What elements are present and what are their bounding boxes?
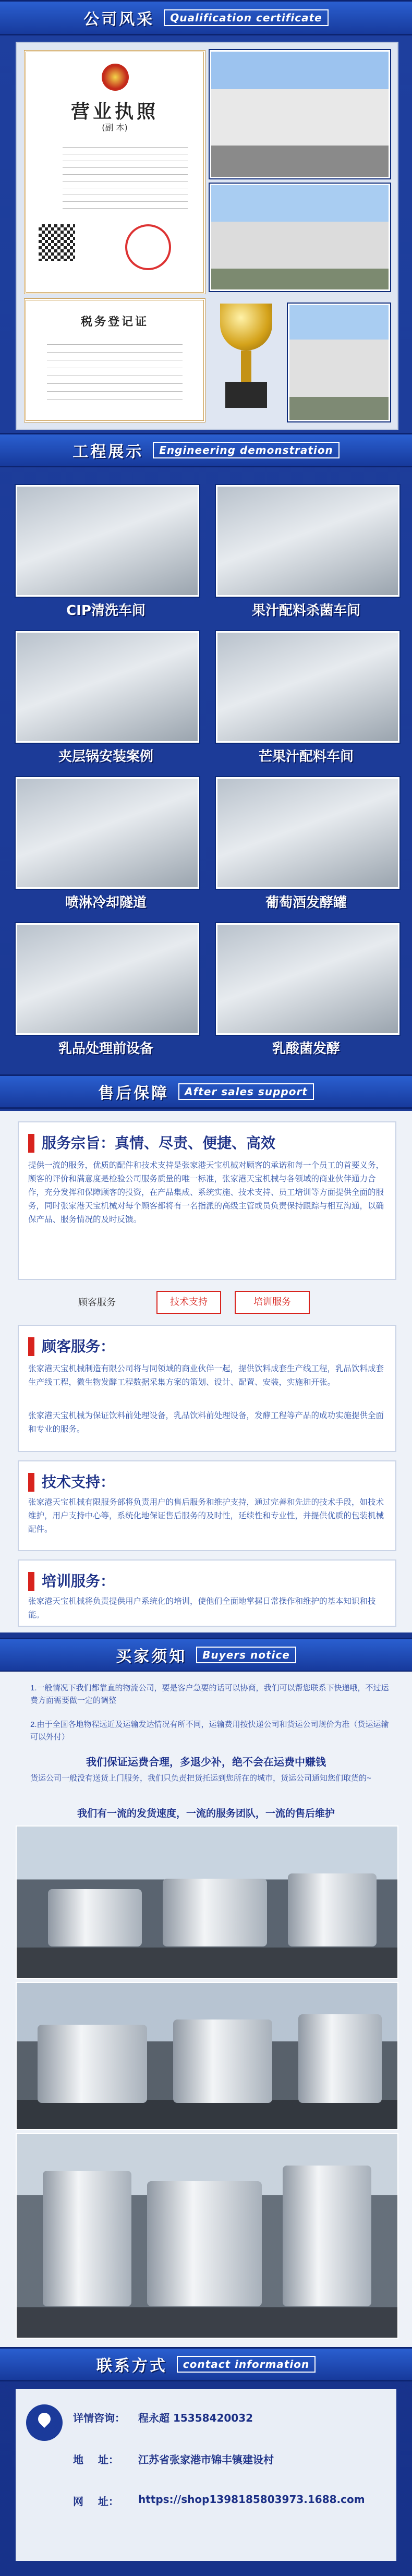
tank-image	[283, 2166, 371, 2306]
contact-title-en: contact information	[177, 2356, 316, 2373]
factory-building-photo-1	[210, 50, 390, 178]
phone-label: 详情咨询：	[73, 2412, 125, 2424]
tech-support-body: 张家港天宝机械有限服务部将负责用户的售后服务和维护支持，通过完善和先进的技术手段，如技术维护，用户支持中心等，系统化地保证售后服务的及时性，延续性和专业性，并提供优质的包装机械配件。	[28, 1498, 384, 1534]
tax-registration-image	[24, 298, 205, 422]
engineering-title-cn: 工程展示	[72, 443, 144, 461]
license-subtitle: (副 本)	[102, 123, 128, 132]
notice-title-en: Buyers notice	[196, 1647, 296, 1663]
title-bar-icon	[28, 1572, 34, 1591]
cip-cleaning-photo	[16, 485, 199, 597]
juice-sterilization-caption: 果汁配料杀菌车间	[251, 603, 360, 619]
engineering-banner	[0, 433, 412, 467]
qr-code-icon	[39, 224, 75, 261]
emblem-icon	[102, 64, 129, 91]
juice-sterilization-photo	[216, 485, 399, 597]
notice-banner	[0, 1638, 412, 1672]
address-value: 江苏省张家港市锦丰镇建设村	[138, 2453, 274, 2466]
tank-image	[163, 1879, 267, 1946]
notice-promise: 我们保证运费合理，多退少补，绝不会在运费中赚钱	[86, 1756, 326, 1768]
jacketed-kettle-photo	[16, 631, 199, 743]
title-bar-icon	[28, 1337, 34, 1356]
tank-image	[43, 2171, 131, 2306]
dairy-pretreatment-photo	[16, 923, 199, 1035]
tab-customer-service[interactable]: 顾客服务	[78, 1297, 116, 1308]
license-title: 营业执照	[70, 101, 159, 123]
contact-banner	[0, 2347, 412, 2381]
after-sales-title-cn: 售后保障	[98, 1084, 169, 1103]
spray-cooling-photo	[16, 777, 199, 889]
tax-title: 税务登记证	[80, 316, 149, 329]
training-body: 张家港天宝机械将负责提供用户系统化的培训，使他们全面地掌握日常操作和维护的基本知识和技能。	[28, 1597, 376, 1619]
spray-cooling-caption: 喷淋冷却隧道	[65, 895, 147, 911]
mango-juice-photo	[216, 631, 399, 743]
shipping-photo-1	[16, 1825, 398, 1979]
service-tabs	[78, 1291, 339, 1314]
tax-lines	[47, 337, 183, 405]
qualification-banner	[0, 0, 412, 35]
cip-cleaning-caption: CIP清洗车间	[66, 603, 146, 619]
after-sales-title-en: After sales support	[178, 1083, 314, 1100]
phone-value[interactable]: 程永超 15358420032	[138, 2412, 253, 2424]
lactic-fermentation-photo	[216, 923, 399, 1035]
tank-image	[298, 2014, 382, 2103]
customer-service-body-1: 张家港天宝机械制造有限公司将与同领域的商业伙伴一起，提供饮料成套生产线工程，乳品饮料成套生产线工程，微生物发酵工程数据采集方案的策划、设计、配置、安装，实施和开张。	[28, 1364, 384, 1387]
business-license-image	[24, 50, 205, 294]
customer-service-box	[18, 1325, 396, 1452]
web-link[interactable]: https://shop1398185803973.1688.com	[138, 2493, 365, 2506]
tank-image	[288, 1873, 377, 1946]
location-pin-icon	[26, 2404, 63, 2441]
notice-item-3: 货运公司一般没有送货上门服务，我们只负责把货托运到您所在的城市，货运公司通知您们取货的~	[30, 1774, 371, 1783]
red-seal-icon	[125, 224, 171, 270]
title-bar-icon	[28, 1134, 34, 1153]
license-lines	[63, 141, 188, 214]
customer-service-body-2: 张家港天宝机械为保证饮料前处理设备，乳品饮料前处理设备，发酵工程等产品的成功实施提供全面和专业的服务。	[28, 1411, 384, 1434]
tank-image	[38, 2025, 147, 2103]
wine-fermenter-caption: 葡萄酒发酵罐	[265, 895, 347, 911]
tank-image	[173, 2019, 272, 2103]
tab-training[interactable]: 培训服务	[235, 1291, 310, 1314]
tank-image	[48, 1889, 142, 1946]
tank-image	[147, 2181, 262, 2306]
service-purpose-box	[18, 1121, 396, 1280]
wine-fermenter-photo	[216, 777, 399, 889]
contact-title-cn: 联系方式	[96, 2357, 167, 2375]
trophy-icon	[210, 304, 283, 413]
engineering-title-en: Engineering demonstration	[153, 442, 340, 458]
tab-tech-support[interactable]: 技术支持	[156, 1291, 221, 1314]
training-box	[18, 1559, 396, 1627]
title-bar-icon	[28, 1473, 34, 1492]
dairy-pretreatment-caption: 乳品处理前设备	[58, 1041, 153, 1057]
tech-support-title: 技术支持：	[42, 1473, 115, 1491]
jacketed-kettle-caption: 夹层锅安装案例	[58, 749, 153, 765]
customer-service-title: 顾客服务：	[42, 1338, 115, 1355]
web-label: 网 址：	[73, 2495, 119, 2508]
notice-slogan: 我们有一流的发货速度，一流的服务团队，一流的售后维护	[77, 1808, 335, 1819]
training-title: 培训服务：	[42, 1573, 115, 1590]
factory-building-photo-2	[210, 184, 390, 291]
tech-support-box	[18, 1460, 396, 1551]
qualification-title-en: Qualification certificate	[164, 9, 328, 26]
notice-item-2: 2.由于全国各地物程远近及运输发达情况有所不同，运输费用按快递公司和货运公司规价为准（货运运输可以外付）	[30, 1720, 389, 1741]
after-sales-banner	[0, 1074, 412, 1109]
service-purpose-body: 提供一流的服务，优质的配件和技术支持是张家港天宝机械对顾客的承诺和每一个员工的首要义务，顾客的评价和满意度是检验公司服务质量的唯一标准，张家港天宝机械与各领域的商业伙伴通力合作，充分发挥和保障顾客的投资，在产品集成、系统实施、技术支持、员工培训等方面提供全面的服务，同时张家港天宝机械对每个顾客都将有一名指派的高级主管或员负责保持跟踪与相互沟通，以确保产品、服务情况的及时反馈。	[28, 1161, 384, 1224]
service-purpose-title: 服务宗旨：真情、尽责、便捷、高效	[42, 1134, 276, 1152]
address-label: 地 址：	[73, 2453, 119, 2466]
contact-panel	[16, 2389, 396, 2561]
factory-building-photo-3	[288, 304, 390, 421]
qualification-panel	[16, 42, 398, 430]
notice-item-1: 1.一般情况下我们都靠直的物流公司，要是客户急要的话可以协商，我们可以帮您联系下快递哦，不过运费方面需要做一定的调整	[30, 1684, 389, 1705]
lactic-fermentation-caption: 乳酸菌发酵	[272, 1041, 340, 1057]
shipping-photo-3	[16, 2133, 398, 2339]
shipping-photo-2	[16, 1982, 398, 2130]
mango-juice-caption: 芒果汁配料车间	[258, 749, 354, 765]
qualification-title-cn: 公司风采	[83, 10, 155, 29]
notice-title-cn: 买家须知	[116, 1648, 187, 1666]
